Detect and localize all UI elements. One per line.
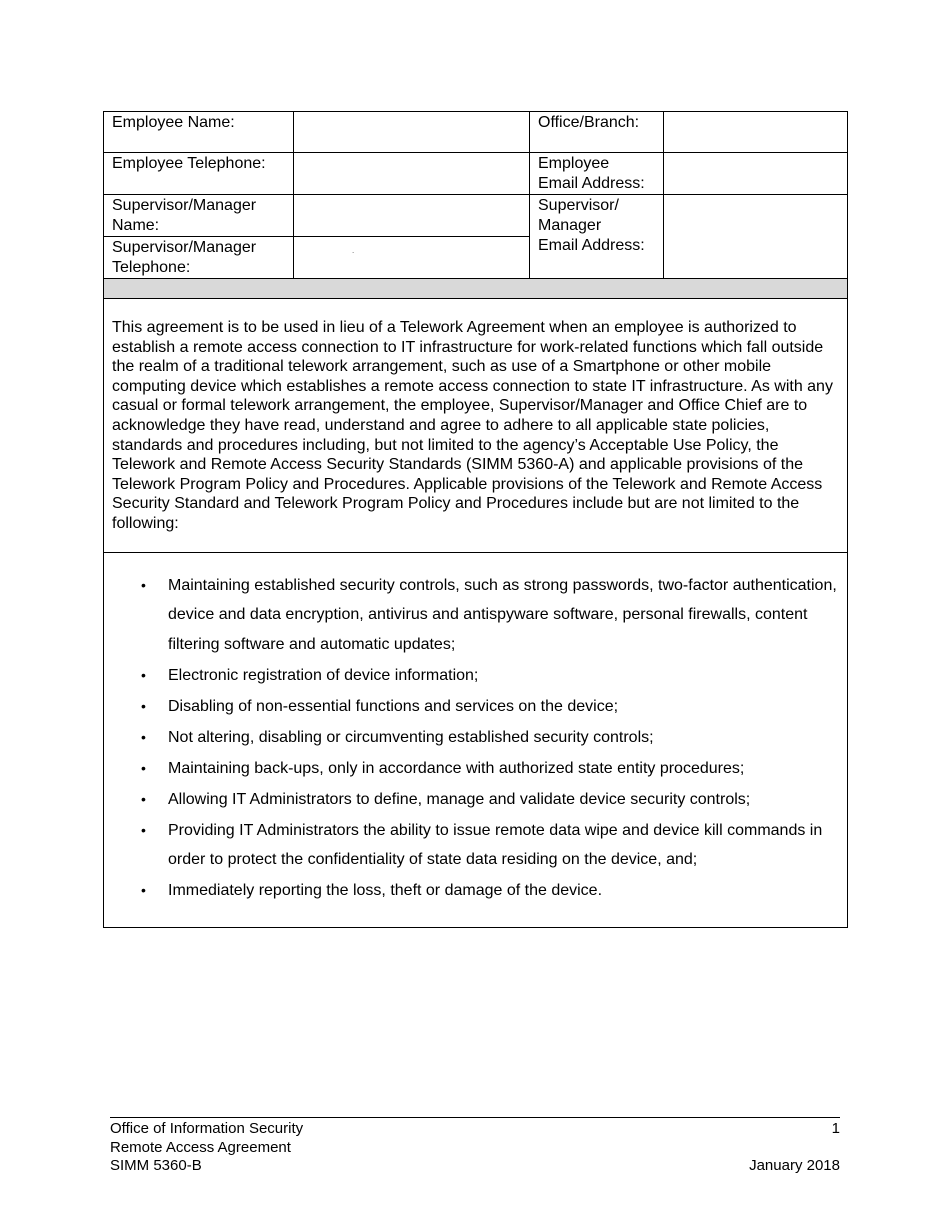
supervisor-telephone-label bbox=[104, 237, 294, 279]
bullet-icon: • bbox=[141, 728, 146, 745]
list-item: • Immediately reporting the loss, theft or damage of the device. bbox=[112, 876, 839, 906]
office-branch-field[interactable] bbox=[664, 112, 848, 153]
bullet-icon: • bbox=[141, 790, 146, 807]
bullet-icon: • bbox=[141, 759, 146, 776]
employee-email-label-line2: Email Address: bbox=[538, 175, 645, 192]
provisions-list-cell bbox=[104, 552, 848, 928]
employee-email-field[interactable] bbox=[664, 153, 848, 195]
footer-doc-id: SIMM 5360-B bbox=[110, 1157, 202, 1174]
list-item: • Not altering, disabling or circumventing established security controls; bbox=[112, 723, 839, 753]
bullet-icon: • bbox=[141, 697, 146, 714]
list-item: • Maintaining back-ups, only in accordance with authorized state entity procedures; bbox=[112, 754, 839, 784]
provisions-list bbox=[112, 571, 839, 906]
list-item: • Providing IT Administrators the ability to issue remote data wipe and device kill commands in order to protect the confidentiality of state data residing on the device, and; bbox=[112, 816, 839, 875]
supervisor-telephone-label-line2: Telephone: bbox=[112, 259, 191, 276]
employee-telephone-field[interactable] bbox=[294, 153, 530, 195]
supervisor-telephone-value: . bbox=[352, 246, 355, 255]
supervisor-name-label-line1: Supervisor/Manager bbox=[112, 197, 257, 214]
list-item: • Disabling of non-essential functions and services on the device; bbox=[112, 692, 839, 722]
section-divider bbox=[104, 279, 848, 299]
employee-email-label-line1: Employee bbox=[538, 155, 610, 172]
footer-date: January 2018 bbox=[749, 1156, 840, 1174]
supervisor-telephone-label-line1: Supervisor/Manager bbox=[112, 239, 257, 256]
bullet-icon: • bbox=[141, 666, 146, 683]
supervisor-name-field[interactable] bbox=[294, 195, 530, 237]
bullet-icon: • bbox=[141, 882, 146, 899]
employee-name-label: Employee Name: bbox=[104, 112, 294, 153]
supervisor-name-label-line2: Name: bbox=[112, 217, 160, 234]
page-number: 1 bbox=[831, 1120, 840, 1137]
intro-paragraph: This agreement is to be used in lieu of a Telework Agreement when an employee is authorized to establish a remote access connection to IT infrastructure for work-related functions which fall outside the realm of a traditional telework arrangement, such as use of a Smartphone or other mobile computing device which establishes a remote access connection to state IT infrastructure. As with any casual or formal telework arrangement, the employee, Supervisor/Manager and Office Chief are to acknowledge they have read, understand and agree to adhere to all applicable state policies, standards and procedures including, but not limited to the agency’s Acceptable Use Policy, the Telework and Remote Access Security Standards (SIMM 5360-A) and applicable provisions of the Telework Program Policy and Procedures. Applicable provisions of the Telework and Remote Access Security Standard and Telework Program Policy and Procedures include but are not limited to the following: bbox=[104, 299, 848, 553]
supervisor-telephone-field[interactable] bbox=[294, 237, 530, 279]
supervisor-email-label bbox=[530, 195, 664, 279]
bullet-icon: • bbox=[141, 576, 146, 593]
footer-office: Office of Information Security bbox=[110, 1120, 304, 1137]
supervisor-email-label-line2: Manager bbox=[538, 217, 602, 234]
employee-email-label bbox=[530, 153, 664, 195]
supervisor-email-field[interactable] bbox=[664, 195, 848, 279]
bullet-icon: • bbox=[141, 821, 146, 838]
list-item: • Allowing IT Administrators to define, manage and validate device security controls; bbox=[112, 785, 839, 815]
employee-name-field[interactable] bbox=[294, 112, 530, 153]
list-item: • Maintaining established security controls, such as strong passwords, two-factor authentication, device and data encryption, antivirus and antispyware software, personal firewalls, content filtering software and automatic updates; bbox=[112, 571, 839, 660]
supervisor-email-label-line1: Supervisor/ bbox=[538, 197, 619, 214]
footer-doc-title: Remote Access Agreement bbox=[110, 1138, 291, 1156]
office-branch-label: Office/Branch: bbox=[530, 112, 664, 153]
footer-left bbox=[110, 1120, 303, 1176]
supervisor-name-label bbox=[104, 195, 294, 237]
employee-telephone-label: Employee Telephone: bbox=[104, 153, 294, 195]
supervisor-email-label-line3: Email Address: bbox=[538, 237, 645, 254]
list-item: • Electronic registration of device information; bbox=[112, 661, 839, 691]
footer-right bbox=[749, 1120, 840, 1175]
page-footer bbox=[110, 1117, 840, 1176]
remote-access-form bbox=[103, 111, 848, 928]
